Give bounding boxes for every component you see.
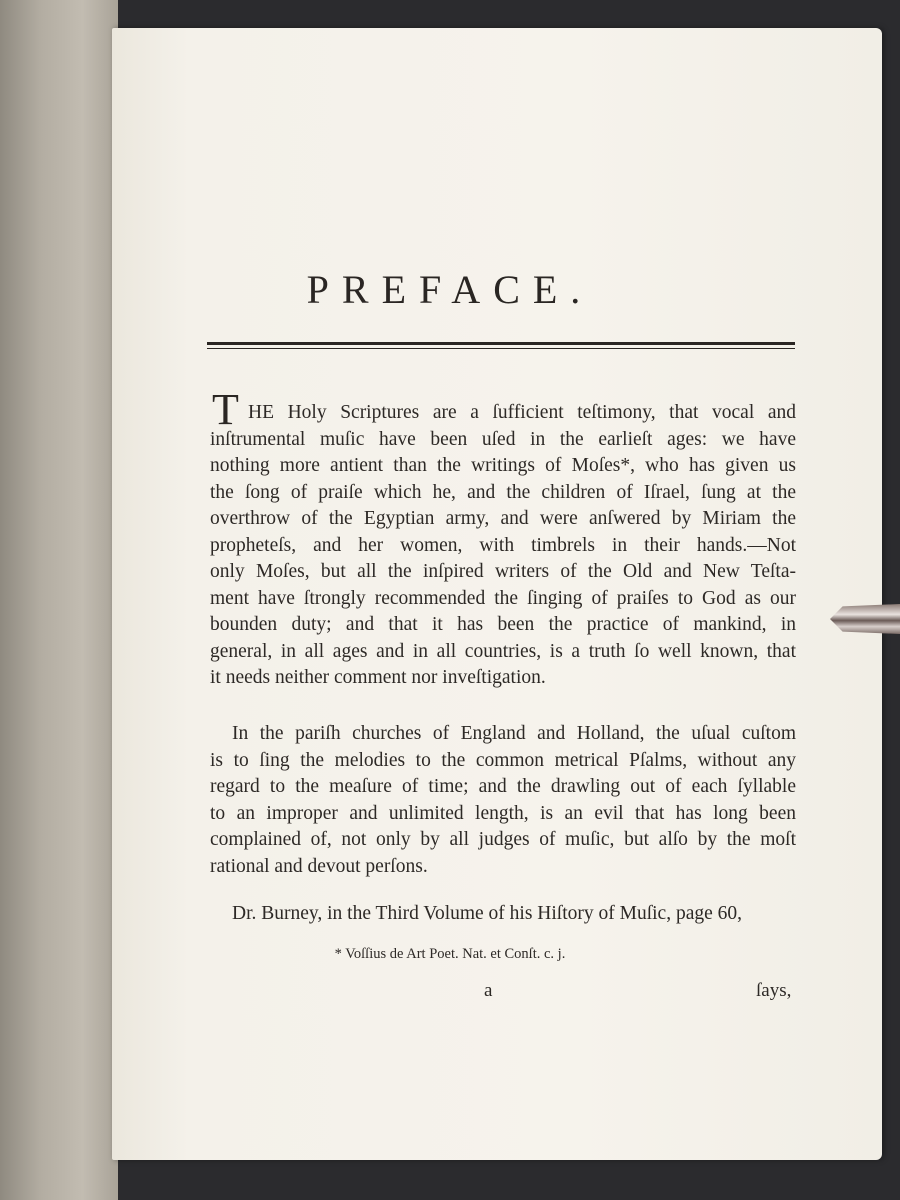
paragraph-1-line: HE Holy Scriptures are a ſufficient teſtimony, that vocal and — [248, 402, 796, 423]
paragraph-2-line: is to ſing the melodies to the common metrical Pſalms, without any — [210, 749, 796, 771]
paragraph-1-line: general, in all ages and in all countries, is a truth ſo well known, that — [210, 640, 796, 662]
page-title: PREFACE. — [306, 267, 594, 312]
catchword: ſays, — [756, 980, 792, 1001]
paragraph-1-line: nothing more antient than the writings of Moſes*, who has given us — [210, 455, 796, 476]
paragraph-1-line: ment have ſtrongly recommended the ſinging of praiſes to God as our — [210, 587, 796, 609]
paragraph-1-line: bounden duty; and that it has been the practice of mankind, in — [210, 614, 796, 635]
paragraph-1-line: propheteſs, and her women, with timbrels in their hands.—Not — [210, 534, 796, 556]
paragraph-1-line: it needs neither comment nor inveſtigation. — [210, 667, 546, 688]
paragraph-2-line: In the pariſh churches of England and Holland, the uſual cuſtom — [232, 723, 796, 744]
bookmark-clip — [830, 604, 900, 634]
paragraph-3-line: Dr. Burney, in the Third Volume of his Hiſtory of Muſic, page 60, — [232, 903, 743, 924]
paragraph-2-line: rational and devout perſons. — [210, 855, 428, 877]
paragraph-1-line: inſtrumental muſic have been uſed in the earlieſt ages: we have — [210, 428, 796, 450]
signature-mark: a — [484, 980, 493, 1001]
paragraph-1-line: the ſong of praiſe which he, and the children of Iſrael, ſung at the — [210, 481, 796, 503]
paragraph-2-line: to an improper and unlimited length, is an evil that has long been — [210, 802, 796, 824]
title-rule-thin — [207, 348, 795, 349]
paragraph-1-line: overthrow of the Egyptian army, and were anſwered by Miriam the — [210, 508, 796, 529]
paragraph-2-line: regard to the meaſure of time; and the drawling out of each ſyllable — [210, 776, 796, 797]
title-rule-thick — [207, 342, 795, 345]
drop-cap: T — [212, 385, 239, 434]
paragraph-1-line: only Moſes, but all the inſpired writers of the Old and New Teſta- — [210, 561, 796, 582]
paragraph-2-line: complained of, not only by all judges of muſic, but alſo by the moſt — [210, 829, 796, 850]
facing-page-edge — [0, 0, 118, 1200]
footnote: * Voſſius de Art Poet. Nat. et Conſt. c. j. — [334, 946, 566, 962]
